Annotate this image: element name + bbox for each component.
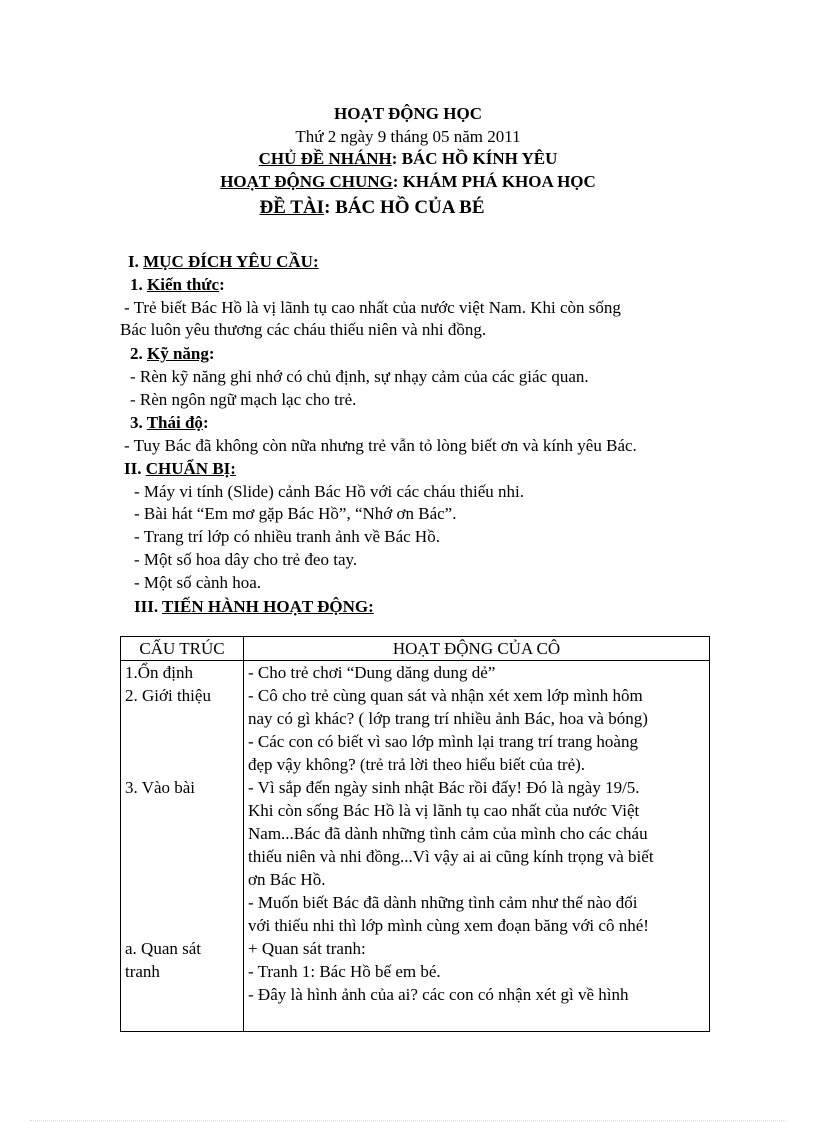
subsection-colon: : (219, 275, 225, 294)
step-vao-bai: 3. Vào bài (125, 778, 196, 797)
prep-item: - Một số hoa dây cho trẻ đeo tay. (134, 550, 358, 569)
section-1-heading (128, 252, 319, 272)
activity-line: đẹp vậy không? (trẻ trả lời theo hiểu biết của trẻ). (248, 755, 586, 774)
activity-line: - Vì sắp đến ngày sinh nhật Bác rồi đấy! Đó là ngày 19/5. (248, 778, 640, 797)
activity-cell (244, 661, 710, 1032)
knowledge-heading (130, 275, 225, 295)
section-title: CHUẨN BỊ: (145, 459, 236, 478)
header-activity: HOẠT ĐỘNG CỦA CÔ (244, 637, 710, 661)
activity-line: - Cho trẻ chơi “Dung dăng dung dẻ” (248, 663, 496, 682)
section-number: I. (128, 252, 144, 271)
skills-line-2: - Rèn ngôn ngữ mạch lạc cho trẻ. (130, 390, 357, 409)
activity-line (0, 172, 816, 192)
activity-line: - Muốn biết Bác đã dành những tình cảm như thế nào đối (248, 893, 638, 912)
topic-line (0, 149, 816, 169)
activity-line: với thiếu nhi thì lớp mình cùng xem đoạn băng với cô nhé! (248, 916, 649, 935)
section-2-heading (124, 459, 236, 479)
activity-line: Nam...Bác đã dành những tình cảm của mình cho các cháu (248, 824, 648, 843)
skills-heading (130, 344, 215, 364)
activity-line: - Cô cho trẻ cùng quan sát và nhận xét xem lớp mình hôm (248, 686, 643, 705)
activity-line: - Đây là hình ảnh của ai? các con có nhận xét gì về hình (248, 985, 629, 1004)
section-title: MỤC ĐÍCH YÊU CẦU: (143, 252, 319, 271)
page-bottom-divider (30, 1120, 786, 1121)
prep-item: - Máy vi tính (Slide) cảnh Bác Hồ với các cháu thiếu nhi. (134, 482, 524, 501)
table-header-row (121, 637, 710, 661)
section-title: TIẾN HÀNH HOẠT ĐỘNG: (162, 597, 374, 616)
prep-item: - Trang trí lớp có nhiều tranh ảnh về Bác Hồ. (134, 527, 440, 546)
prep-item: - Bài hát “Em mơ gặp Bác Hồ”, “Nhớ ơn Bác”. (134, 504, 457, 523)
page-title: HOẠT ĐỘNG HỌC (334, 104, 482, 123)
section-number: II. (124, 459, 146, 478)
subsection-number: 1. (130, 275, 147, 294)
knowledge-line-1: - Trẻ biết Bác Hồ là vị lãnh tụ cao nhất của nước việt Nam. Khi còn sống (124, 298, 621, 317)
step-on-dinh: 1.Ổn định (125, 663, 193, 682)
step-quan-sat: a. Quan sát (125, 939, 202, 958)
activity-table (120, 636, 710, 1032)
knowledge-line-2: Bác luôn yêu thương các cháu thiếu niên và nhi đồng. (120, 320, 487, 339)
header-structure: CẤU TRÚC (121, 637, 244, 661)
activity-line: thiếu niên và nhi đồng...Vì vậy ai ai cũng kính trọng và biết (248, 847, 654, 866)
subject-label: ĐỀ TÀI (259, 197, 325, 218)
activity-line: ơn Bác Hồ. (248, 870, 326, 889)
step-quan-sat-cont: tranh (125, 962, 160, 981)
activity-line: - Các con có biết vì sao lớp mình lại trang trí trang hoàng (248, 732, 638, 751)
subsection-title: Kiến thức (147, 275, 220, 294)
subsection-title: Kỹ năng (147, 344, 209, 363)
subsection-colon: : (202, 413, 209, 432)
subject-line (0, 197, 780, 219)
attitude-line-1: - Tuy Bác đã không còn nữa nhưng trẻ vẫn tỏ lòng biết ơn và kính yêu Bác. (124, 436, 637, 455)
activity-label: HOẠT ĐỘNG CHUNG (220, 172, 393, 191)
activity-line: Khi còn sống Bác Hồ là vị lãnh tụ cao nhất của nước Việt (248, 801, 640, 820)
section-3-heading (134, 597, 374, 617)
subsection-title: Thái độ (146, 413, 203, 432)
skills-line-1: - Rèn kỹ năng ghi nhớ có chủ định, sự nhạy cảm của các giác quan. (130, 367, 589, 386)
activity-value: : KHÁM PHÁ KHOA HỌC (392, 172, 596, 191)
subsection-number: 2. (130, 344, 147, 363)
activity-line: nay có gì khác? ( lớp trang trí nhiều ảnh Bác, hoa và bóng) (248, 709, 648, 728)
activity-line: + Quan sát tranh: (248, 939, 366, 958)
section-number: III. (134, 597, 163, 616)
activity-line: - Tranh 1: Bác Hồ bế em bé. (248, 962, 441, 981)
topic-value: : BÁC HỒ KÍNH YÊU (391, 149, 558, 168)
date-line: Thứ 2 ngày 9 tháng 05 năm 2011 (295, 127, 521, 146)
topic-label: CHỦ ĐỀ NHÁNH (258, 149, 392, 168)
table-row (121, 661, 710, 1032)
structure-cell (121, 661, 244, 1032)
subsection-number: 3. (130, 413, 147, 432)
subsection-colon: : (208, 344, 215, 363)
prep-item: - Một số cành hoa. (134, 573, 262, 592)
subject-value: : BÁC HỒ CỦA BÉ (324, 197, 485, 218)
step-gioi-thieu: 2. Giới thiệu (125, 686, 211, 705)
attitude-heading (130, 413, 209, 433)
